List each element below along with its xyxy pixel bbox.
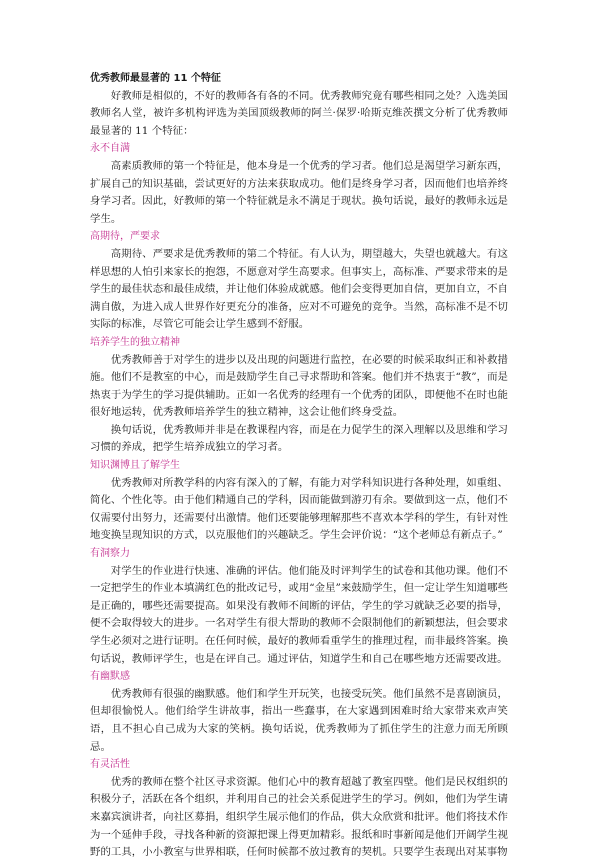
section-5	[90, 545, 508, 668]
section-heading: 有洞察力	[90, 548, 130, 560]
section-paragraph: 优秀教师有很强的幽默感。他们和学生开玩笑，也接受玩笑。他们虽然不是喜剧演员，但却很愉悦人。他们给学生讲故事，指出一些蠢事，在大家遇到困难时给大家带来欢声笑语，且不担心自己成为大家的笑柄。换句话说，优秀教师为了抓住学生的注意力而无所顾忌。	[90, 687, 508, 753]
section-6	[90, 668, 508, 756]
section-paragraph: 优秀教师对所教学科的内容有深入的了解，有能力对学科知识进行各种处理，如重组、简化、个性化等。由于他们精通自己的学科，因而能做到游刃有余。要做到这一点，他们不仅需要付出努力，还需要付出激情。他们还要能够理解那些不喜欢本学科的学生，有针对性地变换呈现知识的方式，以克服他们的兴趣缺乏。学生会评价说：“这个老师总有新点子。”	[90, 476, 508, 542]
section-heading: 知识渊博且了解学生	[90, 460, 180, 472]
intro-paragraph: 好教师是相似的，不好的教师各有各的不同。优秀教师究竟有哪些相同之处？入选美国教师名人堂，被许多机构评选为美国顶级教师的阿兰·保罗·哈斯克维茨撰文分析了优秀教师最显著的 11 个特征：	[90, 89, 508, 137]
section-4	[90, 457, 508, 545]
section-heading: 培养学生的独立精神	[90, 336, 180, 348]
section-heading: 有幽默感	[90, 671, 130, 683]
section-heading: 高期待，严要求	[90, 231, 160, 243]
section-paragraph: 优秀的教师在整个社区寻求资源。他们心中的教育超越了教室四壁。他们是民权组织的积极分子，活跃在各个组织，并利用自己的社会关系促进学生的学习。例如，他们为学生请来嘉宾演讲者，向社区募捐，组织学生展示他们的作品，供大众欣赏和批评。他们将技术作为一个延伸手段，寻找各种新的资源把课上得更加精彩。报纸和时事新闻是他们开阔学生视野的工具，小小教室与世界相联，任何时候都不放过教育的契机。只要学生表现出对某事物	[90, 775, 508, 859]
document-page	[90, 70, 508, 862]
section-7	[90, 756, 508, 862]
section-heading: 有灵活性	[90, 759, 130, 771]
section-heading: 永不自满	[90, 143, 130, 155]
section-3	[90, 334, 508, 457]
section-paragraph: 高期待、严要求是优秀教师的第二个特征。有人认为，期望越大，失望也就越大。有这样思想的人怕引来家长的抱怨，不愿意对学生高要求。但事实上，高标准、严要求带来的是学生的最佳状态和最佳成绩，并让他们体验成就感。他们会变得更加自信，更加自立，不自满自傲，为进入成人世界作好更充分的准备，应对不可避免的竞争。当然，高标准不是不切实际的标准，尽管它可能会让学生感到不舒服。	[90, 247, 508, 331]
section-paragraph: 高素质教师的第一个特征是，他本身是一个优秀的学习者。他们总是渴望学习新东西，扩展自己的知识基础，尝试更好的方法来获取成功。他们是终身学习者，因而他们也培养终身学习者。因此，好教师的第一个特征就是永不满足于现状。换句话说，最好的教师永远是学生。	[90, 159, 508, 225]
section-2	[90, 228, 508, 334]
section-paragraph: 换句话说，优秀教师并非是在教课程内容，而是在力促学生的深入理解以及思维和学习习惯的养成，把学生培养成独立的学习者。	[90, 423, 508, 454]
page-title: 优秀教师最显著的 11 个特征	[90, 73, 221, 84]
section-1	[90, 140, 508, 228]
section-paragraph: 优秀教师善于对学生的进步以及出现的问题进行监控，在必要的时候采取纠正和补救措施。他们不是教室的中心，而是鼓励学生自己寻求帮助和答案。他们并不热衷于“教”，而是热衷于为学生的学习提供辅助。正如一名优秀的经理有一个优秀的团队，即便他不在时也能很好地运转，优秀教师培养学生的独立精神，这会让他们终身受益。	[90, 353, 508, 419]
section-paragraph: 对学生的作业进行快速、准确的评估。他们能及时评判学生的试卷和其他功课。他们不一定把学生的作业本填满红色的批改记号，或用“金星”来鼓励学生，但一定让学生知道哪些是正确的，哪些还需要提高。如果没有教师不间断的评估，学生的学习就缺乏必要的指导，便不会取得较大的进步。一名对学生有很大帮助的教师不会限制他们的新颖想法，但会要求学生必须对之进行证明。在任何时候，最好的教师看重学生的推理过程，而非最终答案。换句话说，教师评学生，也是在评自己。通过评估，知道学生和自己在哪些地方还需要改进。	[90, 564, 508, 665]
